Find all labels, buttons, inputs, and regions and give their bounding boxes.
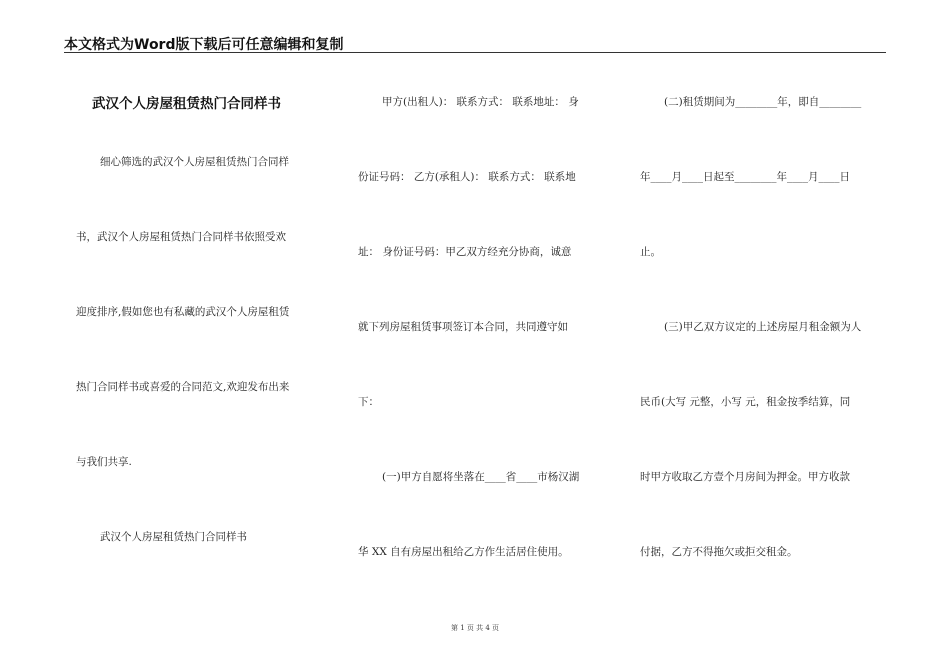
document-header: 本文格式为Word版下载后可任意编辑和复制 bbox=[64, 37, 344, 53]
col3-line: 止。 bbox=[640, 246, 661, 258]
col2-line: (一)甲方自愿将坐落在____省____市杨汉湖 bbox=[382, 471, 580, 483]
document-title: 武汉个人房屋租赁热门合同样书 bbox=[92, 96, 281, 112]
page-number: 第 1 页 共 4 页 bbox=[450, 624, 500, 632]
col1-line: 与我们共享. bbox=[76, 456, 132, 468]
header-rule bbox=[64, 52, 886, 53]
col1-line: 武汉个人房屋租赁热门合同样书 bbox=[100, 531, 247, 543]
col1-line: 细心筛选的武汉个人房屋租赁热门合同样 bbox=[100, 156, 289, 168]
col3-line: (三)甲乙双方议定的上述房屋月租金额为人 bbox=[664, 321, 862, 333]
col1-line: 热门合同样书或喜爱的合同范文,欢迎发布出来 bbox=[76, 381, 290, 393]
col3-line: 时甲方收取乙方壹个月房间为押金。甲方收款 bbox=[640, 471, 850, 483]
col2-line: 就下列房屋租赁事项签订本合同，共同遵守如 bbox=[358, 321, 568, 333]
col2-line: 址： 身份证号码：甲乙双方经充分协商，诚意 bbox=[358, 246, 572, 258]
col2-line: 下： bbox=[358, 396, 379, 408]
col1-line: 迎度排序,假如您也有私藏的武汉个人房屋租赁 bbox=[76, 306, 290, 318]
col2-line: 份证号码： 乙方(承租人)： 联系方式： 联系地 bbox=[358, 171, 576, 183]
col1-line: 书，武汉个人房屋租赁热门合同样书依照受欢 bbox=[76, 231, 286, 243]
col2-line: 华 XX 自有房屋出租给乙方作生活居住使用。 bbox=[358, 546, 569, 558]
col3-line: 民币(大写 元整，小写 元，租金按季结算，同 bbox=[640, 396, 851, 408]
col2-line: 甲方(出租人)： 联系方式： 联系地址： 身 bbox=[382, 96, 579, 108]
col3-line: 付据，乙方不得拖欠或拒交租金。 bbox=[640, 546, 798, 558]
col3-line: (二)租赁期间为________年，即自________ bbox=[664, 96, 862, 108]
col3-line: 年____月____日起至________年____月____日 bbox=[640, 171, 850, 183]
